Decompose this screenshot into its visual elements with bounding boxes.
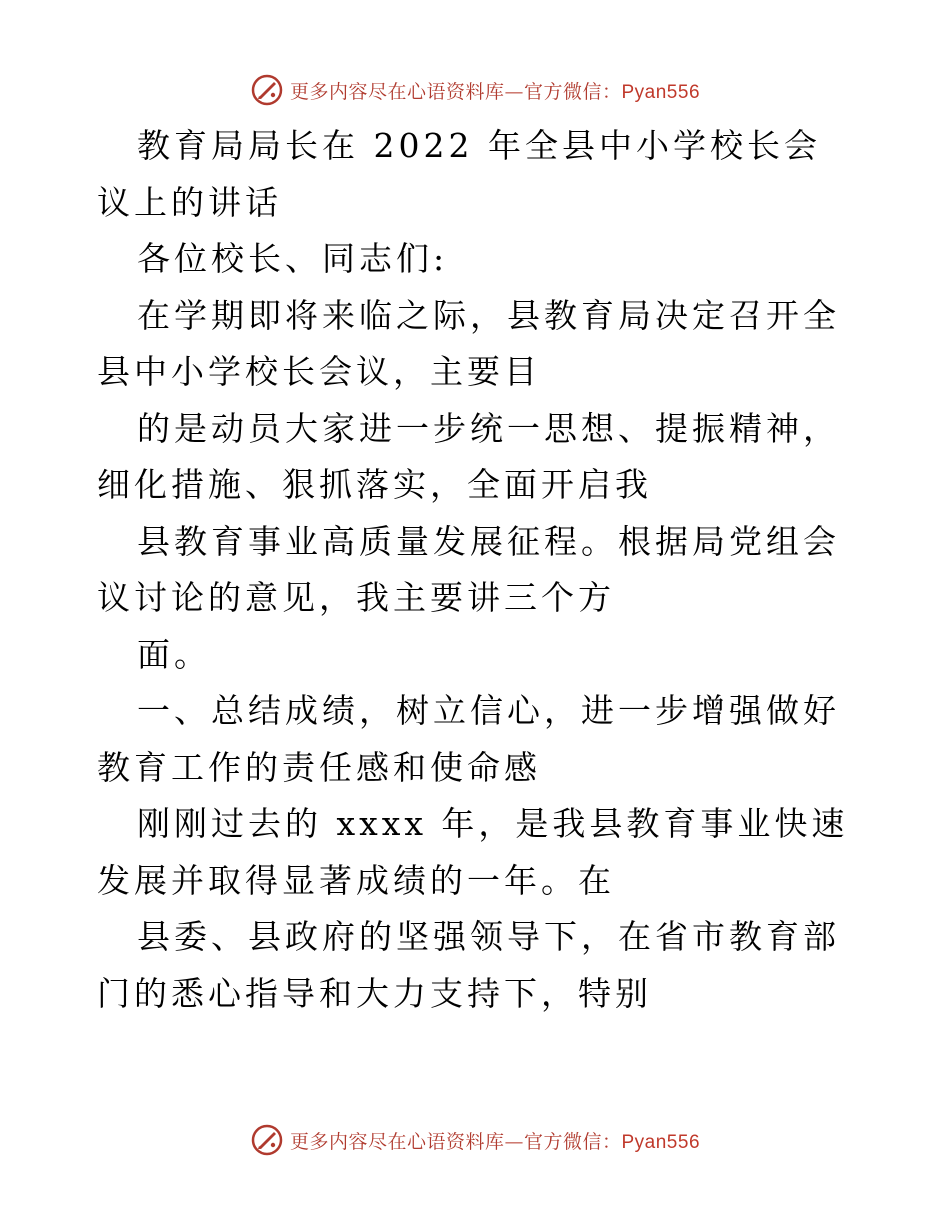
section-heading: 一、总结成绩，树立信心，进一步增强做好教育工作的责任感和使命感 (97, 691, 840, 787)
watermark-site-name: 更多内容尽在心语资料库 (289, 1130, 505, 1153)
watermark-banner-bottom (0, 1120, 950, 1160)
paragraph: 在学期即将来临之际，县教育局决定召开全县中小学校长会议，主要目 (97, 295, 840, 391)
quill-logo-icon (250, 1123, 284, 1157)
paragraph: 县教育事业高质量发展征程。根据局党组会议讨论的意见，我主要讲三个方 (97, 521, 840, 617)
watermark-contact-label: 官方微信： (523, 1130, 622, 1153)
watermark-text (290, 77, 700, 104)
watermark-site-name: 更多内容尽在心语资料库 (289, 80, 505, 103)
document-body (97, 118, 857, 1022)
salutation: 各位校长、同志们: (137, 239, 449, 278)
paragraph: 县委、县政府的坚强领导下，在省市教育部门的悉心指导和大力支持下，特别 (97, 917, 840, 1013)
watermark-contact-label: 官方微信： (523, 80, 622, 103)
watermark-banner-top (0, 70, 950, 110)
paragraph: 面。 (137, 634, 211, 674)
watermark-separator: — (504, 1130, 524, 1153)
watermark-handle: Pyan556 (621, 81, 701, 103)
paragraph: 刚刚过去的 xxxx 年，是我县教育事业快速发展并取得显著成绩的一年。在 (97, 804, 849, 900)
document-title: 教育局局长在 2022 年全县中小学校长会议上的讲话 (97, 126, 821, 222)
paragraph: 的是动员大家进一步统一思想、提振精神，细化措施、狠抓落实，全面开启我 (97, 408, 840, 504)
quill-logo-icon (250, 73, 284, 107)
watermark-handle: Pyan556 (621, 1131, 701, 1153)
watermark-text (290, 1127, 700, 1154)
watermark-separator: — (504, 80, 524, 103)
